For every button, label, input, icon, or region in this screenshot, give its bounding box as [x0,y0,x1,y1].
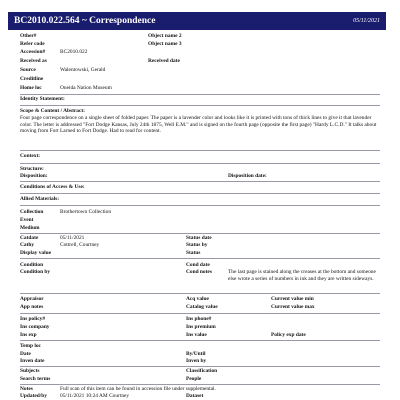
label-object-name-3: Object name 3 [148,41,182,47]
value-source: Walentowski, Gerald [60,67,106,73]
label-appraisor: Appraisor [20,296,44,302]
label-accession: Accession# [20,49,46,55]
label-disposition: Disposition: [20,173,48,179]
label-people: People [186,376,202,382]
divider [20,163,380,164]
label-status: Status [186,250,201,256]
label-dataset: Dataset [186,393,204,399]
record-date: 05/11/2021 [353,18,380,24]
label-status-by: Status by [186,242,208,248]
label-disposition-date: Disposition date: [228,173,267,179]
label-received-date: Received date [148,58,180,64]
divider [20,181,380,182]
value-notes: Full scan of this item can be found in accession file under supplemental. [60,386,216,392]
label-ins-phone: Ins phone# [186,316,212,322]
divider [20,94,380,95]
value-home-loc: Oneida Nation Museum [60,85,112,91]
label-cond-notes: Cond notes [186,269,212,275]
label-search-terms: Search terms [20,376,51,382]
label-current-value-max: Current value max [271,304,315,310]
label-catdate: Catdate [20,235,39,241]
label-home-loc: Home loc [20,85,42,91]
label-collection: Collection [20,209,44,215]
divider [20,293,380,294]
label-received-as: Received as [20,58,47,64]
label-allied-materials: Allied Materials: [20,196,60,202]
label-other-num: Other# [20,33,37,39]
value-scope-content: Four page correspondence on a single sheet of folded paper. The paper is a lavender color and looks like it is printed with tons of thick lines to give it that lavender color. The letter is addressed "Fort Dodge Kansas, July 24th 1875, Well E.M." and is signed on the fourth page (opposite the first page) "Hardy L.C.D." It talks about moving from Fort Larned to Fort Dodge. Had to read for content. [20,115,377,134]
label-acq-value: Acq value [186,296,209,302]
label-condition-by: Condition by [20,269,51,275]
label-condition: Condition [20,262,44,268]
label-ins-value: Ins value [186,332,207,338]
label-updated-by: Updated/by [20,393,47,399]
label-ins-policy: Ins policy# [20,316,46,322]
label-identity-statement: Identity Statement: [20,96,65,102]
divider [20,205,380,206]
divider [20,313,380,314]
label-scope-content: Scope & Content / Abstract: [20,108,85,114]
label-classification: Classification [186,368,218,374]
divider [20,105,380,106]
label-ins-exp: Ins exp [20,332,37,338]
label-subjects: Subjects [20,368,40,374]
value-collection: Brothertown Collection [60,209,112,215]
label-cond-date: Cond date [186,262,210,268]
record-header [8,12,386,30]
divider [20,233,380,234]
value-accession: BC2010.022 [60,49,88,55]
label-ins-company: Ins company [20,324,50,330]
divider [20,150,380,151]
value-cataloger: Cottrell, Courtney [60,242,100,248]
divider [20,193,380,194]
divider [20,384,380,385]
label-cataloger: Cathy [20,242,35,248]
label-event: Event [20,217,34,223]
label-notes: Notes [20,386,33,392]
label-inven-date: Inven date [20,358,45,364]
label-temp-loc: Temp loc [20,343,41,349]
label-app-notes: App notes [20,304,44,310]
record-title: BC2010.022.564 ~ Correspondence [14,16,156,26]
label-display-value: Display value [20,250,52,256]
divider [20,258,380,259]
value-catdate: 05/11/2021 [60,235,85,241]
label-ins-premium: Ins premium [186,324,216,330]
divider [20,340,380,341]
value-cond-notes: The last page is stained along the creases at the bottom and someone else wrote a series of numbers in ink and they are written sideways. [228,269,376,282]
label-catalog-value: Catalog value [186,304,218,310]
divider [20,366,380,367]
label-status-date: Status date [186,235,212,241]
label-source: Source [20,67,36,73]
label-date: Date [20,351,31,357]
label-creditline: Creditline [20,76,44,82]
label-refer-code: Refer code [20,41,45,47]
label-medium: Medium [20,225,40,231]
label-structure: Structure: [20,166,44,172]
label-object-name-2: Object name 2 [148,33,182,39]
label-context: Context: [20,153,41,159]
label-by-until: By/Until [186,351,206,357]
label-current-value-min: Current value min [271,296,314,302]
label-policy-exp-date: Policy exp date [271,332,306,338]
label-conditions-access: Conditions of Access & Use: [20,184,85,190]
label-inven-by: Inven by [186,358,207,364]
value-updated-by: 05/11/2021 10:24 AM Courtney [60,393,130,399]
